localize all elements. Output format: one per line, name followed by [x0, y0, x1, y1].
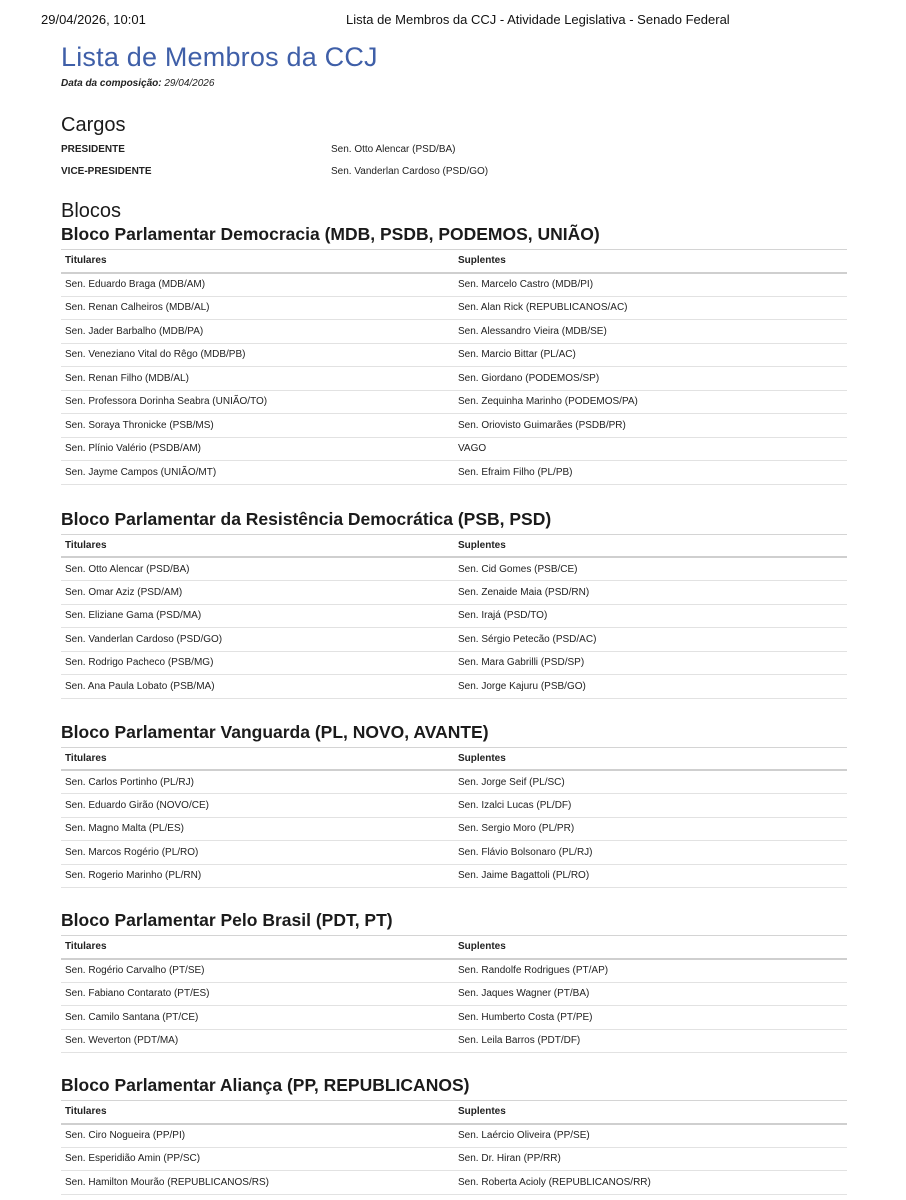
- suplente-cell: Sen. Flávio Bolsonaro (PL/RJ): [454, 841, 847, 865]
- bloco-title: Bloco Parlamentar Democracia (MDB, PSDB, PODEMOS, UNIÃO): [61, 224, 600, 244]
- titular-cell: Sen. Camilo Santana (PT/CE): [61, 1006, 454, 1030]
- suplente-cell: Sen. Randolfe Rodrigues (PT/AP): [454, 959, 847, 983]
- titular-cell: Sen. Renan Calheiros (MDB/AL): [61, 296, 454, 320]
- titulares-header: Titulares: [61, 936, 454, 959]
- cargos-heading: Cargos: [61, 114, 126, 136]
- table-row: [61, 1147, 847, 1171]
- titular-cell: Sen. Marcos Rogério (PL/RO): [61, 841, 454, 865]
- suplente-cell: Sen. Mara Gabrilli (PSD/SP): [454, 651, 847, 675]
- bloco-title: Bloco Parlamentar Pelo Brasil (PDT, PT): [61, 910, 393, 930]
- print-page-title: Lista de Membros da CCJ - Atividade Legislativa - Senado Federal: [346, 12, 730, 27]
- members-table: [61, 249, 847, 485]
- suplente-cell: Sen. Izalci Lucas (PL/DF): [454, 794, 847, 818]
- cargo-name: Sen. Vanderlan Cardoso (PSD/GO): [331, 166, 489, 177]
- table-header-row: [61, 936, 847, 959]
- titulares-header: Titulares: [61, 534, 454, 557]
- bloco-title: Bloco Parlamentar Vanguarda (PL, NOVO, AVANTE): [61, 721, 489, 742]
- titular-cell: Sen. Hamilton Mourão (REPUBLICANOS/RS): [61, 1171, 454, 1195]
- suplente-cell: Sen. Laércio Oliveira (PP/SE): [454, 1124, 847, 1148]
- suplentes-header: Suplentes: [454, 534, 847, 557]
- bloco-title: Bloco Parlamentar da Resistência Democrática (PSB, PSD): [61, 508, 552, 529]
- members-table: [61, 935, 847, 1053]
- suplente-cell: Sen. Marcelo Castro (MDB/PI): [454, 273, 847, 297]
- titular-cell: Sen. Veneziano Vital do Rêgo (MDB/PB): [61, 343, 454, 367]
- table-row: [61, 1029, 847, 1053]
- titular-cell: Sen. Vanderlan Cardoso (PSD/GO): [61, 628, 454, 652]
- table-row: [61, 296, 847, 320]
- cargos-list: [61, 139, 851, 183]
- table-row: [61, 794, 847, 818]
- suplentes-header: Suplentes: [454, 936, 847, 959]
- table-row: [61, 959, 847, 983]
- table-row: [61, 1124, 847, 1148]
- table-header-row: [61, 747, 847, 770]
- table-row: [61, 581, 847, 605]
- suplente-cell: Sen. Alessandro Vieira (MDB/SE): [454, 320, 847, 344]
- suplente-cell: Sen. Zequinha Marinho (PODEMOS/PA): [454, 390, 847, 414]
- table-row: [61, 414, 847, 438]
- table-row: [61, 343, 847, 367]
- suplente-cell: Sen. Jaime Bagattoli (PL/RO): [454, 864, 847, 888]
- table-header-row: [61, 1101, 847, 1124]
- titular-cell: Sen. Eduardo Girão (NOVO/CE): [61, 794, 454, 818]
- titular-cell: Sen. Ana Paula Lobato (PSB/MA): [61, 675, 454, 699]
- composition-date-value: 29/04/2026: [164, 78, 215, 89]
- members-table: [61, 1100, 847, 1195]
- suplente-cell: Sen. Dr. Hiran (PP/RR): [454, 1147, 847, 1171]
- titulares-header: Titulares: [61, 747, 454, 770]
- suplente-cell: Sen. Efraim Filho (PL/PB): [454, 461, 847, 485]
- suplente-cell: Sen. Sérgio Petecão (PSD/AC): [454, 628, 847, 652]
- table-row: [61, 320, 847, 344]
- suplente-cell: Sen. Roberta Acioly (REPUBLICANOS/RR): [454, 1171, 847, 1195]
- suplente-cell: Sen. Giordano (PODEMOS/SP): [454, 367, 847, 391]
- bloco-section: [61, 909, 851, 1053]
- members-table: [61, 747, 847, 889]
- suplente-cell: Sen. Marcio Bittar (PL/AC): [454, 343, 847, 367]
- suplente-cell: Sen. Jaques Wagner (PT/BA): [454, 982, 847, 1006]
- composition-date-label: Data da composição:: [61, 78, 162, 89]
- suplente-cell: Sen. Zenaide Maia (PSD/RN): [454, 581, 847, 605]
- titular-cell: Sen. Eduardo Braga (MDB/AM): [61, 273, 454, 297]
- cargo-row: [61, 161, 851, 183]
- table-row: [61, 982, 847, 1006]
- suplente-cell: Sen. Jorge Seif (PL/SC): [454, 770, 847, 794]
- document: [61, 40, 851, 1195]
- titular-cell: Sen. Carlos Portinho (PL/RJ): [61, 770, 454, 794]
- bloco-section: [61, 1074, 851, 1195]
- cargo-role: VICE-PRESIDENTE: [61, 166, 152, 177]
- titular-cell: Sen. Soraya Thronicke (PSB/MS): [61, 414, 454, 438]
- bloco-section: [61, 223, 851, 485]
- titular-cell: Sen. Otto Alencar (PSD/BA): [61, 557, 454, 581]
- titular-cell: Sen. Rogério Carvalho (PT/SE): [61, 959, 454, 983]
- suplente-cell: Sen. Irajá (PSD/TO): [454, 604, 847, 628]
- titular-cell: Sen. Renan Filho (MDB/AL): [61, 367, 454, 391]
- titulares-header: Titulares: [61, 1101, 454, 1124]
- table-row: [61, 675, 847, 699]
- suplentes-header: Suplentes: [454, 747, 847, 770]
- titular-cell: Sen. Omar Aziz (PSD/AM): [61, 581, 454, 605]
- titular-cell: Sen. Fabiano Contarato (PT/ES): [61, 982, 454, 1006]
- suplentes-header: Suplentes: [454, 1101, 847, 1124]
- table-row: [61, 461, 847, 485]
- cargo-name: Sen. Otto Alencar (PSD/BA): [331, 144, 456, 155]
- titular-cell: Sen. Jader Barbalho (MDB/PA): [61, 320, 454, 344]
- table-row: [61, 817, 847, 841]
- table-row: [61, 841, 847, 865]
- titular-cell: Sen. Weverton (PDT/MA): [61, 1029, 454, 1053]
- blocos-list: [61, 223, 851, 1195]
- table-header-row: [61, 534, 847, 557]
- suplentes-header: Suplentes: [454, 250, 847, 273]
- suplente-cell: Sen. Oriovisto Guimarães (PSDB/PR): [454, 414, 847, 438]
- titular-cell: Sen. Magno Malta (PL/ES): [61, 817, 454, 841]
- suplente-cell: Sen. Jorge Kajuru (PSB/GO): [454, 675, 847, 699]
- table-row: [61, 604, 847, 628]
- table-row: [61, 437, 847, 461]
- blocos-heading: Blocos: [61, 200, 122, 222]
- page-title: Lista de Membros da CCJ: [61, 42, 378, 72]
- titular-cell: Sen. Rodrigo Pacheco (PSB/MG): [61, 651, 454, 675]
- titular-cell: Sen. Rogerio Marinho (PL/RN): [61, 864, 454, 888]
- table-row: [61, 390, 847, 414]
- composition-date: [61, 77, 851, 90]
- suplente-cell: Sen. Leila Barros (PDT/DF): [454, 1029, 847, 1053]
- table-row: [61, 1006, 847, 1030]
- titular-cell: Sen. Jayme Campos (UNIÃO/MT): [61, 461, 454, 485]
- bloco-section: [61, 721, 851, 889]
- titular-cell: Sen. Ciro Nogueira (PP/PI): [61, 1124, 454, 1148]
- table-row: [61, 651, 847, 675]
- suplente-cell: Sen. Cid Gomes (PSB/CE): [454, 557, 847, 581]
- suplente-cell: Sen. Sergio Moro (PL/PR): [454, 817, 847, 841]
- members-table: [61, 534, 847, 699]
- titular-cell: Sen. Esperidião Amin (PP/SC): [61, 1147, 454, 1171]
- cargo-row: [61, 139, 851, 161]
- titular-cell: Sen. Plínio Valério (PSDB/AM): [61, 437, 454, 461]
- titular-cell: Sen. Eliziane Gama (PSD/MA): [61, 604, 454, 628]
- table-row: [61, 628, 847, 652]
- table-row: [61, 557, 847, 581]
- table-row: [61, 367, 847, 391]
- cargo-role: PRESIDENTE: [61, 144, 125, 155]
- suplente-cell: Sen. Humberto Costa (PT/PE): [454, 1006, 847, 1030]
- print-header: [0, 0, 906, 36]
- titulares-header: Titulares: [61, 250, 454, 273]
- bloco-section: [61, 508, 851, 699]
- table-header-row: [61, 250, 847, 273]
- print-datetime: 29/04/2026, 10:01: [41, 12, 146, 27]
- suplente-cell: VAGO: [454, 437, 847, 461]
- table-row: [61, 770, 847, 794]
- table-row: [61, 1171, 847, 1195]
- titular-cell: Sen. Professora Dorinha Seabra (UNIÃO/TO): [61, 390, 454, 414]
- suplente-cell: Sen. Alan Rick (REPUBLICANOS/AC): [454, 296, 847, 320]
- bloco-title: Bloco Parlamentar Aliança (PP, REPUBLICANOS): [61, 1075, 470, 1095]
- table-row: [61, 273, 847, 297]
- table-row: [61, 864, 847, 888]
